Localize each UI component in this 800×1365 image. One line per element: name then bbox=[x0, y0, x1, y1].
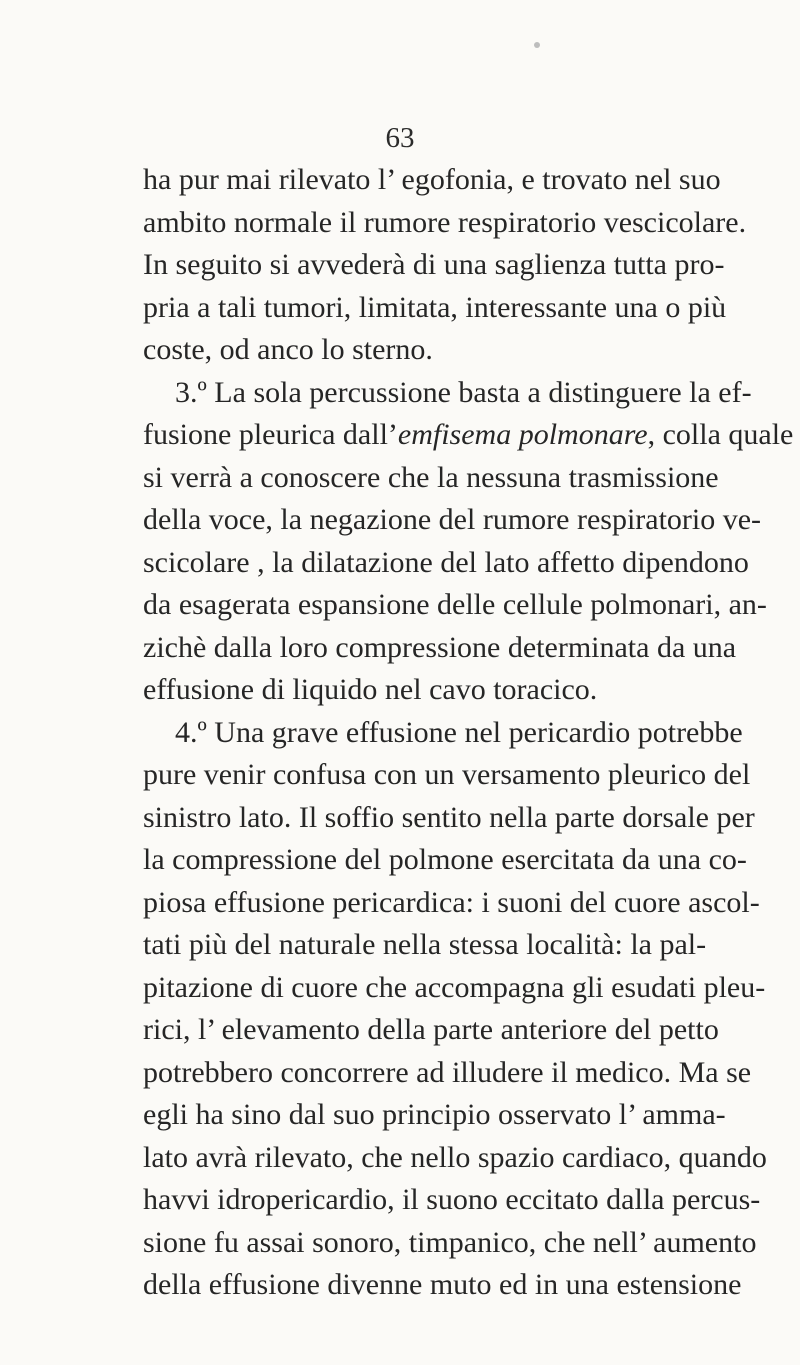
text-line: sinistro lato. Il soffio sentito nella parte dorsale per bbox=[143, 800, 755, 834]
text-line: lato avrà rilevato, che nello spazio cardiaco, quando bbox=[143, 1140, 767, 1174]
text-line: della voce, la negazione del rumore respiratorio ve- bbox=[143, 503, 762, 536]
text-line: sione fu assai sonoro, timpanico, che nell’ aumento bbox=[143, 1225, 757, 1259]
text-line: tati più del naturale nella stessa località: la pal- bbox=[143, 928, 707, 961]
text-line: pria a tali tumori, limitata, interessante una o più bbox=[143, 290, 727, 324]
text-line: rici, l’ elevamento della parte anteriore del petto bbox=[143, 1013, 719, 1046]
text-line: egli ha sino dal suo principio osservato l’ amma- bbox=[143, 1098, 726, 1131]
text-line: si verrà a conoscere che la nessuna trasmissione bbox=[143, 460, 719, 494]
text-line: 3.º La sola percussione basta a distinguere la ef- bbox=[175, 375, 752, 409]
text-line: scicolare , la dilatazione del lato affetto dipendono bbox=[143, 545, 749, 579]
text-line bbox=[143, 414, 794, 457]
text-line: piosa effusione pericardica: i suoni del cuore ascol- bbox=[143, 885, 760, 919]
text-line: coste, od anco lo sterno. bbox=[143, 333, 433, 366]
text-line: havvi idropericardio, il suono eccitato dalla percus- bbox=[143, 1183, 761, 1216]
italic-term: emfisema polmonare bbox=[397, 418, 648, 451]
body-text bbox=[143, 159, 794, 1307]
text-line: pitazione di cuore che accompagna gli esudati pleu- bbox=[143, 970, 766, 1004]
text-line: pure venir confusa con un versamento pleurico del bbox=[143, 758, 751, 791]
text-line: ha pur mai rilevato l’ egofonia, e trovato nel suo bbox=[143, 163, 721, 196]
text-line: In seguito si avvederà di una saglienza tutta pro- bbox=[143, 248, 725, 281]
text-run: fusione pleurica dall’ bbox=[143, 418, 398, 451]
text-line: da esagerata espansione delle cellule polmonari, an- bbox=[143, 588, 767, 621]
text-line: effusione di liquido nel cavo toracico. bbox=[143, 673, 598, 706]
text-line: 4.º Una grave effusione nel pericardio potrebbe bbox=[175, 715, 743, 749]
text-run: , colla quale bbox=[647, 418, 794, 451]
text-line: della effusione divenne muto ed in una estensione bbox=[143, 1268, 742, 1301]
text-line: potrebbero concorrere ad illudere il medico. Ma se bbox=[143, 1055, 752, 1089]
page-number: 63 bbox=[385, 122, 415, 154]
text-line: zichè dalla loro compressione determinata da una bbox=[143, 630, 737, 664]
text-line: la compressione del polmone esercitata da una co- bbox=[143, 843, 747, 876]
text-line: ambito normale il rumore respiratorio vescicolare. bbox=[143, 205, 747, 239]
paper-speck bbox=[534, 42, 540, 48]
